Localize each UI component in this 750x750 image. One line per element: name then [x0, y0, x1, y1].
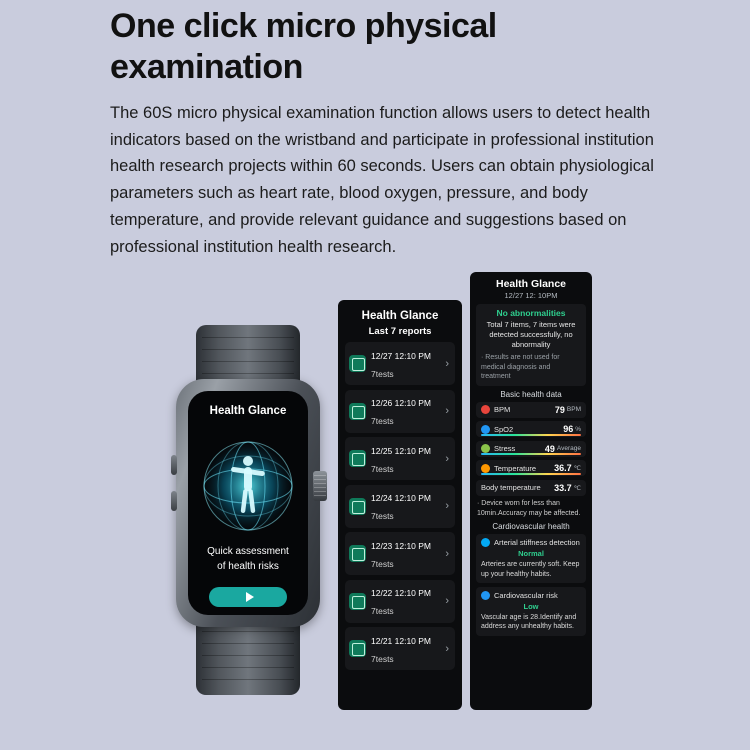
list-item[interactable] [345, 580, 455, 623]
report-icon [349, 355, 366, 372]
play-icon [246, 592, 254, 602]
list-item[interactable] [345, 627, 455, 670]
watch-screen[interactable] [188, 391, 308, 615]
report-tests: 7tests [371, 368, 394, 379]
card-cardiovascular-risk[interactable] [476, 587, 586, 636]
metric-value: 96 [563, 424, 574, 435]
metric-unit: Average [556, 445, 581, 453]
metric-range-bar [481, 473, 581, 475]
watch-case [176, 379, 320, 627]
reports-panel-title: Health Glance [361, 310, 439, 322]
metric-range-bar [481, 434, 581, 436]
chevron-right-icon: › [445, 595, 449, 607]
spo2-icon [481, 425, 490, 434]
page-description: The 60S micro physical examination function allows users to detect health indicators based on the wristband and participate in professional institution health research projects within 60 seconds. Users can obtain physiological parameters such as heart rate, blood oxygen, pressure, and body temperature, and provide relevant guidance and suggestions based on professional institution health research. [110, 104, 654, 256]
list-item[interactable] [345, 485, 455, 528]
list-item[interactable] [345, 342, 455, 385]
report-tests: 7tests [371, 653, 394, 664]
report-icon [349, 640, 366, 657]
metric-unit: ℃ [573, 484, 581, 492]
card-arterial-stiffness[interactable] [476, 534, 586, 583]
card-description: Arteries are currently soft. Keep up your healthy habits. [481, 561, 580, 578]
metric-temperature[interactable] [476, 460, 586, 476]
wear-duration-note: · Device worn for less than 10min.Accuracy may be affected. [477, 500, 581, 517]
smartwatch-illustration [168, 325, 328, 695]
card-header [481, 538, 581, 547]
metric-value: 36.7 [554, 463, 572, 474]
report-date: 12/25 12:10 PM [371, 445, 432, 456]
watch-screen-title: Health Glance [209, 405, 287, 417]
metric-label: Stress [494, 444, 516, 454]
chevron-right-icon: › [445, 405, 449, 417]
report-tests: 7tests [371, 463, 394, 474]
metric-spo2[interactable] [476, 421, 586, 437]
metric-unit: BPM [566, 406, 581, 414]
metric-unit: % [575, 425, 581, 433]
report-icon [349, 498, 366, 515]
report-icon [349, 593, 366, 610]
chevron-right-icon: › [445, 500, 449, 512]
metric-value: 49 [544, 443, 555, 454]
list-item[interactable] [345, 390, 455, 433]
chevron-right-icon: › [445, 547, 449, 560]
watch-side-button-bottom[interactable] [171, 491, 177, 511]
report-date: 12/21 12:10 PM [371, 635, 432, 646]
report-date: 12/26 12:10 PM [371, 398, 432, 408]
card-status: Normal [518, 549, 544, 559]
report-date: 12/23 12:10 PM [371, 540, 432, 551]
card-description: Vascular age is 28.Identify and address any unhealthy habits. [481, 613, 577, 631]
artery-icon [481, 538, 490, 547]
stress-icon [481, 444, 490, 453]
glance-summary-text: Total 7 items, 7 items were detected successfully, no abnormality [486, 320, 576, 350]
metric-unit: ℃ [573, 465, 581, 473]
report-icon [349, 403, 366, 420]
list-item[interactable] [345, 532, 455, 575]
report-date: 12/22 12:10 PM [371, 588, 432, 598]
list-item[interactable] [345, 437, 455, 480]
metric-label: Body temperature [481, 483, 541, 493]
metric-label: BPM [494, 405, 511, 415]
metric-label: Temperature [494, 463, 537, 473]
glance-disclaimer: · Results are not used for medical diagnosis and treatment [481, 354, 560, 381]
metric-label: SpO2 [494, 424, 514, 434]
metric-range-bar [481, 453, 581, 455]
page-title: One click micro physical examination [110, 7, 497, 87]
metric-value: 79 [554, 404, 565, 415]
report-date: 12/24 12:10 PM [371, 493, 432, 503]
watch-crown[interactable] [313, 471, 327, 501]
card-status: Low [523, 601, 539, 611]
report-tests: 7tests [371, 558, 394, 569]
heart-icon [481, 405, 490, 414]
report-tests: 7tests [371, 416, 394, 426]
watch-side-button-top[interactable] [171, 455, 177, 475]
metric-stress[interactable] [476, 441, 586, 457]
glance-timestamp: 12/27 12: 10PM [504, 291, 558, 300]
chevron-right-icon: › [445, 357, 449, 370]
glance-summary-box [476, 304, 586, 386]
chevron-right-icon: › [445, 642, 449, 655]
watch-screen-subtitle [188, 545, 308, 574]
metric-value: 33.7 [554, 482, 572, 493]
chevron-right-icon: › [445, 452, 449, 465]
reports-panel [338, 300, 462, 710]
card-header [481, 591, 581, 600]
card-title: Cardiovascular risk [494, 590, 558, 600]
report-icon [349, 450, 366, 467]
glance-title: Health Glance [495, 278, 567, 290]
heart-risk-icon [481, 591, 490, 600]
report-icon [349, 545, 366, 562]
cardiovascular-section-title: Cardiovascular health [492, 522, 570, 532]
report-date: 12/27 12:10 PM [371, 350, 432, 361]
report-tests: 7tests [371, 511, 394, 521]
metric-body-temperature[interactable] [476, 480, 586, 496]
thermometer-icon [481, 464, 490, 473]
reports-panel-subtitle: Last 7 reports [368, 326, 432, 337]
watch-subtitle-line2: of health risks [217, 560, 279, 572]
card-title: Arterial stiffness detection [494, 538, 580, 548]
watch-subtitle-line1: Quick assessment [207, 546, 289, 557]
basic-health-section-title: Basic health data [500, 389, 562, 399]
start-scan-button[interactable] [209, 587, 287, 607]
status-badge: No abnormalities [496, 308, 566, 318]
health-glance-panel [470, 272, 592, 710]
metric-bpm[interactable] [476, 402, 586, 418]
body-scan-graphic [201, 439, 295, 533]
report-tests: 7tests [371, 606, 394, 616]
